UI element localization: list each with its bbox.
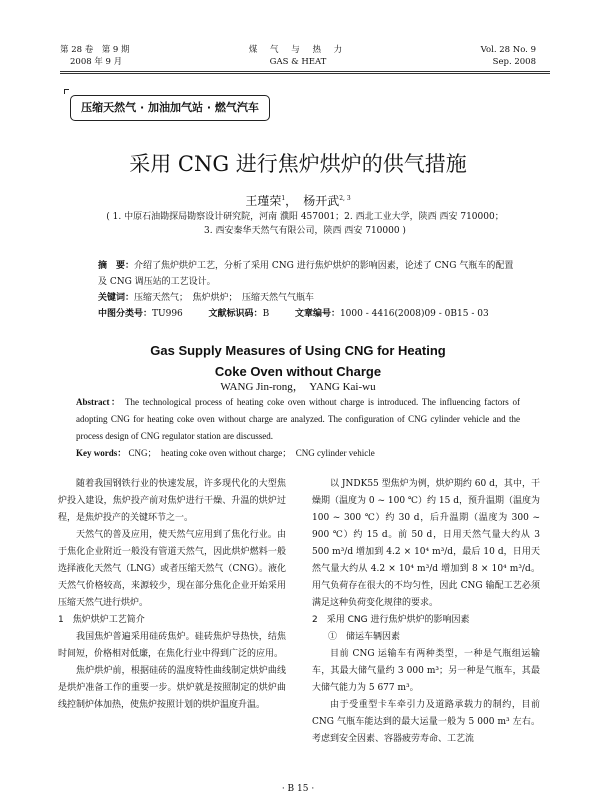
- doc-code-label: 文献标识码：: [208, 309, 263, 319]
- journal-name-en: GAS & HEAT: [269, 57, 327, 67]
- abstract-en-label: Abstract：: [76, 397, 122, 407]
- classification-line: [98, 306, 514, 322]
- body-column-left: [58, 476, 286, 714]
- header-vol-en: Vol. 28 No. 9: [480, 45, 536, 55]
- article-no-label: 文章编号：: [294, 309, 340, 319]
- header-volume-en: [481, 44, 536, 68]
- author-1: 王瑾荣: [245, 194, 282, 208]
- author-2-sup: 2, 3: [339, 195, 351, 202]
- affiliation-line-1: ( 1. 中原石油勘探局勘察设计研究院，河南 濮阳 457001；2. 西北工业大学，陕西 西安 710000；: [106, 212, 504, 222]
- clc-value: TU996: [152, 309, 183, 319]
- paragraph: 焦炉烘炉前，根据硅砖的温度特性曲线制定烘炉曲线是烘炉准备工作的重要一步。烘炉就是按照制定的烘炉曲线控制炉体加热，使焦炉按照计划的烘炉温度升温。: [58, 666, 286, 710]
- header-date-en: Sep. 2008: [492, 57, 536, 67]
- keywords-cn: [98, 290, 514, 306]
- body-column-right: [312, 476, 540, 748]
- paragraph: 随着我国钢铁行业的快速发展，许多现代化的大型焦炉投入建设，焦炉投产前对焦炉进行干燥、升温的烘炉过程，是焦炉投产的关键环节之一。: [58, 479, 286, 523]
- abstract-en-body: [76, 394, 520, 445]
- abstract-cn-text: 介绍了焦炉烘炉工艺，分析了采用 CNG 进行焦炉烘炉的影响因素，论述了 CNG 气瓶车的配置及 CNG 调压站的工艺设计。: [98, 261, 514, 287]
- authors-en: WANG Jin-rong， YANG Kai-wu: [220, 381, 376, 393]
- paragraph: 天然气的普及应用，使天然气应用到了焦化行业。由于焦化企业附近一般没有管道天然气，因此烘炉燃料一般选择液化天然气（LNG）或者压缩天然气（CNG）。液化天然气价格较高，来源较少，现在部分焦化企业开始采用压缩天然气进行烘炉。: [58, 530, 286, 608]
- page-number: · B 15 ·: [281, 784, 315, 794]
- header-vol-cn: 第 28 卷 第 9 期: [60, 45, 130, 55]
- abstract-en-text: The technological process of heating coke oven without charge is introduced. The influencing factors of adopting CNG for heating coke oven without charge are analyzed. The configuration of CNG cylinder vehicle and the process design of CNG regulator station are discussed.: [76, 397, 521, 441]
- authors-cn: [0, 192, 596, 209]
- header-rule: [60, 71, 550, 72]
- title-en-line-1: Gas Supply Measures of Using CNG for Heating: [150, 343, 446, 358]
- author-2: 杨开武: [303, 194, 340, 208]
- header-rule-thin: [60, 73, 550, 74]
- header-date-cn: 2008 年 9 月: [70, 57, 123, 67]
- abstract-cn-label: 摘 要：: [98, 261, 135, 271]
- abstract-cn: [98, 258, 514, 322]
- title-en-line-2: Coke Oven without Charge: [214, 364, 382, 379]
- section-heading-1: 1 焦炉烘炉工艺简介: [58, 615, 145, 625]
- author-1-sup: 1: [281, 195, 286, 202]
- doc-code-value: B: [262, 309, 270, 319]
- paragraph: 目前 CNG 运输车有两种类型，一种是气瓶组运输车，其最大储气量约 3 000 m³；另一种是气瓶车，其最大储气能力为 5 677 m³。: [312, 649, 540, 693]
- keywords-en-text: CNG； heating coke oven without charge； CNG cylinder vehicle: [128, 448, 375, 458]
- paper-title: 采用 CNG 进行焦炉烘炉的供气措施: [129, 152, 467, 176]
- abstract-cn-body: [98, 258, 514, 290]
- affiliation-line-2: 3. 西安秦华天然气有限公司，陕西 西安 710000 ): [204, 226, 406, 236]
- subsection-heading: ① 储运车辆因素: [328, 632, 401, 642]
- keywords-cn-label: 关键词：: [98, 293, 135, 303]
- clc-label: 中图分类号：: [98, 309, 153, 319]
- keywords-en: [76, 445, 520, 462]
- keywords-en-label: Key words：: [76, 448, 127, 458]
- section-heading-2: 2 采用 CNG 进行焦炉烘炉的影响因素: [312, 615, 470, 625]
- paragraph: 我国焦炉普遍采用硅砖焦炉。硅砖焦炉导热快，结焦时间短，价格相对低廉，在焦化行业中得到广泛的应用。: [58, 632, 286, 659]
- section-banner: 压缩天然气 · 加油加气站 · 燃气汽车: [70, 95, 270, 121]
- journal-name-cn: 煤 气 与 热 力: [248, 45, 348, 55]
- author-separator: ，: [285, 194, 304, 208]
- paper-title-en: [0, 340, 596, 382]
- keywords-cn-text: 压缩天然气； 焦炉烘炉； 压缩天然气气瓶车: [134, 293, 315, 303]
- paragraph: 以 JNDK55 型焦炉为例，烘炉期约 60 d，其中，干燥期（温度为 0 ~ 100 ℃）约 15 d，预升温期（温度为 100 ~ 300 ℃）约 30 d，后升温期（温度为 300 ~ 900 ℃）约 15 d。前 50 d，日用天然气量大约从 3 500 m³/d 增加到 4.2 × 10⁴ m³/d，最后 10 d，日用天然气量大约从 4.2 × 10⁴ m³/d 增加到 8 × 10⁴ m³/d。用气负荷存在很大的不均匀性，因此 CNG 输配工艺必须满足这种负荷变化规律的要求。: [312, 479, 540, 608]
- paragraph: 由于受重型卡车牵引力及道路承载力的制约，目前 CNG 气瓶车能达到的最大运量一般为 5 000 m³ 左右。考虑到安全因素、容器疲劳寿命、工艺流: [312, 700, 540, 744]
- article-no-value: 1000 - 4416(2008)09 - 0B15 - 03: [339, 309, 489, 319]
- abstract-en: [76, 394, 520, 462]
- affiliations: [66, 210, 544, 238]
